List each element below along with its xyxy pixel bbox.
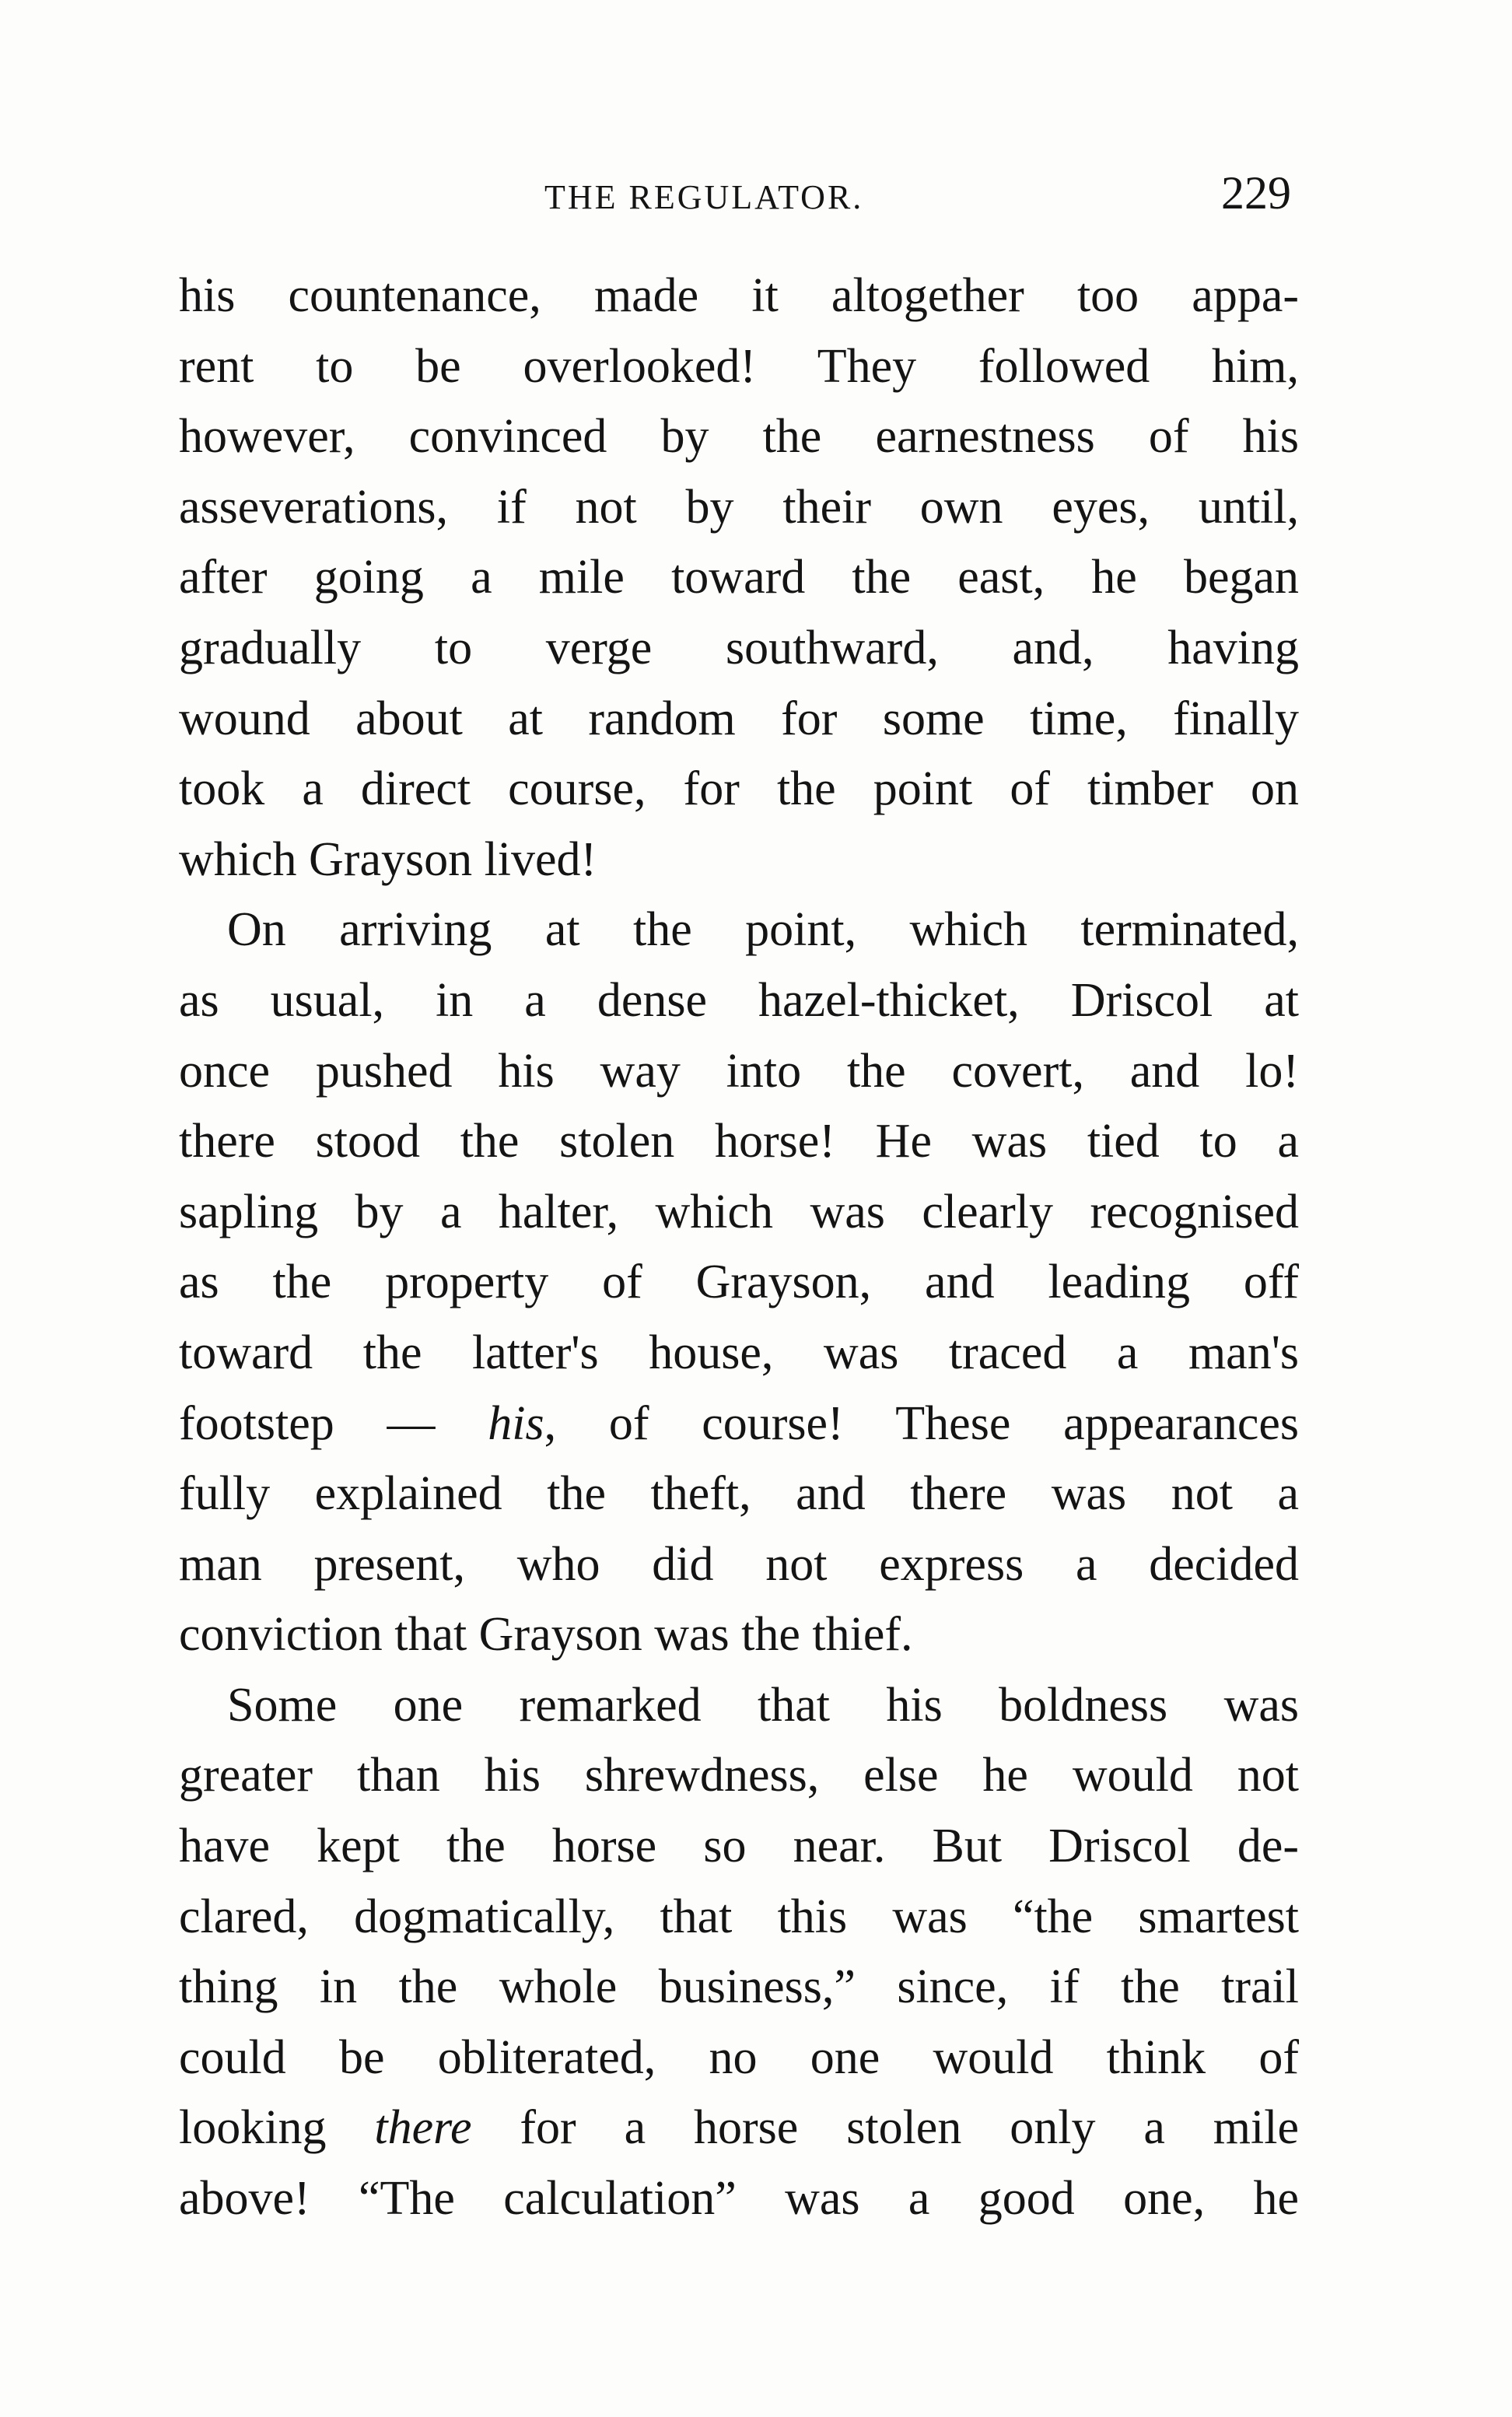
text-line: greater than his shrewdness, else he would not [179,1749,1299,1802]
text-line: toward the latter's house, was traced a man's [179,1326,1299,1379]
text-line: there stood the stolen horse! He was tied to a [179,1115,1299,1168]
text-segment: , of course! These appearances [544,1396,1299,1450]
text-line: asseverations, if not by their own eyes, until, [179,480,1299,534]
text-segment: footstep — [179,1396,488,1450]
text-line: gradually to verge southward, and, having [179,621,1299,674]
paragraph-2 [179,895,1299,1670]
text-line-with-italic [179,1389,1299,1459]
text-line: above! “The calculation” was a good one, he [179,2172,1299,2226]
text-line: thing in the whole business,” since, if the trail [179,1960,1299,2014]
page-number: 229 [1221,167,1291,219]
text-line: once pushed his way into the covert, and lo! [179,1044,1299,1098]
text-line: as usual, in a dense hazel-thicket, Driscol at [179,973,1299,1027]
italic-word: his [488,1396,544,1450]
text-line: fully explained the theft, and there was not a [179,1467,1299,1521]
text-line: conviction that Grayson was the thief. [179,1608,913,1662]
text-line: rent to be overlooked! They followed him, [179,339,1299,393]
text-line-with-italic [179,2093,1299,2163]
body-text [179,261,1299,2234]
text-line: as the property of Grayson, and leading off [179,1256,1299,1309]
text-segment: for a horse stolen only a mile [471,2101,1299,2155]
text-line: On arriving at the point, which terminated, [227,903,1299,957]
text-line: however, convinced by the earnestness of his [179,410,1299,464]
paragraph-1 [179,261,1299,895]
text-line: took a direct course, for the point of timber on [179,762,1299,816]
running-title: THE REGULATOR. [544,178,864,216]
text-line: have kept the horse so near. But Driscol de- [179,1820,1299,1873]
text-line: Some one remarked that his boldness was [227,1678,1299,1732]
text-line: clared, dogmatically, that this was “the smartest [179,1890,1299,1943]
text-line: which Grayson lived! [179,832,597,886]
paragraph-3 [179,1670,1299,2234]
text-line: his countenance, made it altogether too appa- [179,269,1299,322]
italic-word: there [374,2101,472,2155]
running-head [179,167,1322,227]
text-line: could be obliterated, no one would think of [179,2030,1299,2084]
text-line: after going a mile toward the east, he began [179,551,1299,604]
text-line: sapling by a halter, which was clearly recognised [179,1185,1299,1238]
text-line: wound about at random for some time, finally [179,692,1299,745]
text-line: man present, who did not express a decided [179,1537,1299,1591]
text-segment: looking [179,2101,375,2155]
